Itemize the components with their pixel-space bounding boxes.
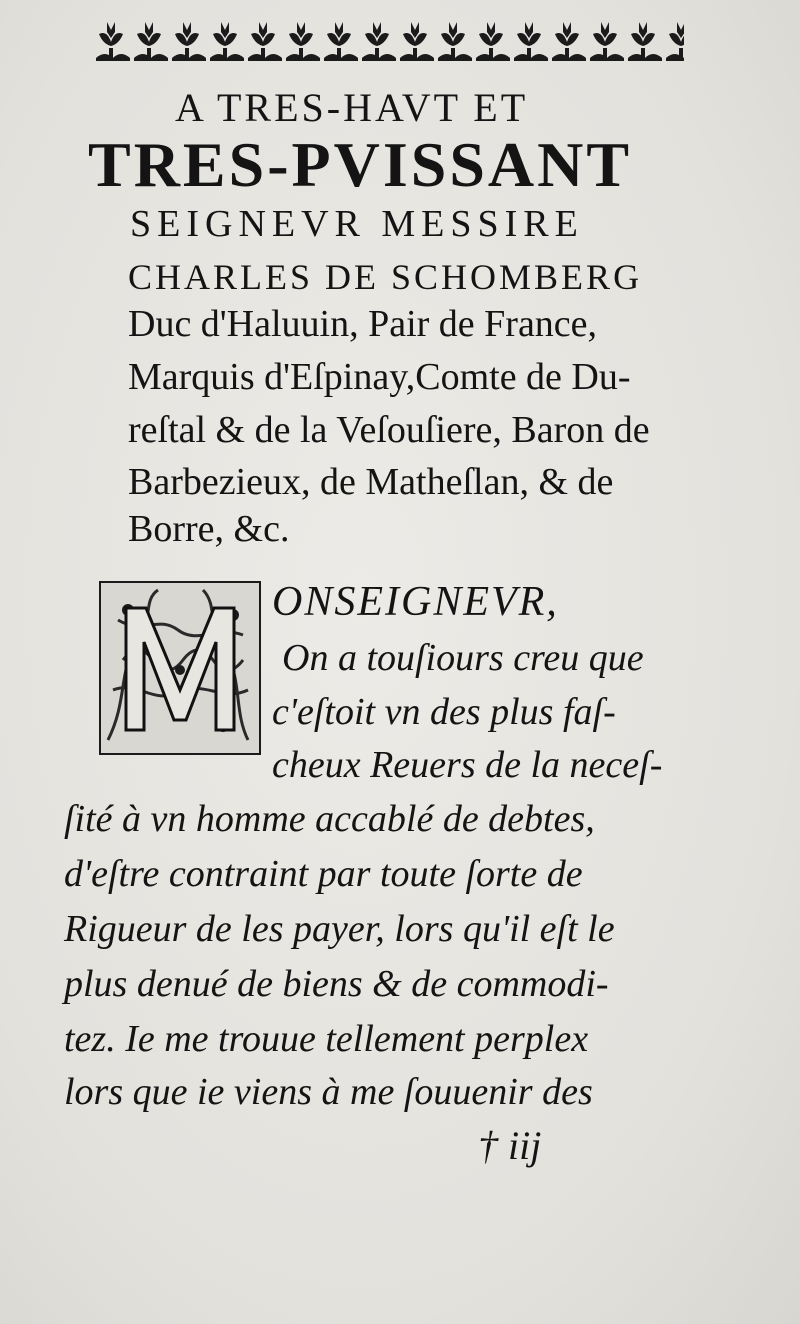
dedication-line: Borre, &c. [128,508,290,550]
fleuron-icon [286,22,320,61]
fleuron-band-icon [88,18,684,64]
fleuron-icon [362,22,396,61]
fleuron-icon [628,22,662,61]
heading-line-2: TRES-PVISSANT [88,129,633,200]
salutation: ONSEIGNEVR, [272,579,559,625]
body-line: cheux Reuers de la neceſ- [272,744,663,786]
dedication-line: Duc d'Haluuin, Pair de France, [128,303,598,345]
dedication-line: reſtal & de la Veſouſiere, Baron de [128,409,650,451]
dedication-line: Marquis d'Eſpinay,Comte de Du- [128,356,631,398]
fleuron-icon [172,22,206,61]
fleuron-icon [210,22,244,61]
fleuron-icon [552,22,586,61]
fleuron-icon [590,22,624,61]
body-line: Rigueur de les payer, lors qu'il eſt le [64,908,615,950]
signature-mark: † iij [478,1123,542,1168]
fleuron-icon [134,22,168,61]
body-line: plus denué de biens & de commodi- [64,963,609,1005]
body-line: d'eſtre contraint par toute ſorte de [64,853,583,895]
fleuron-icon [666,22,684,61]
fleuron-icon [248,22,282,61]
heading-line-3: SEIGNEVR MESSIRE [130,203,584,245]
heading-line-1: A TRES-HAVT ET [175,85,529,130]
body-line: ſité à vn homme accablé de debtes, [64,798,595,840]
body-line: lors que ie viens à me ſouuenir des [64,1071,593,1113]
body-line: On a touſiours creu que [282,637,644,679]
fleuron-icon [476,22,510,61]
body-line: tez. Ie me trouue tellement perplex [64,1018,589,1060]
body-line: c'eſtoit vn des plus faſ- [272,691,616,733]
decorated-initial-m-icon [98,580,262,756]
heading-line-4: CHARLES DE SCHOMBERG [128,257,643,297]
fleuron-icon [438,22,472,61]
fleuron-icon [324,22,358,61]
dedication-line: Barbezieux, de Matheſlan, & de [128,461,614,503]
fleuron-icon [96,22,130,61]
fleuron-icon [400,22,434,61]
fleuron-icon [514,22,548,61]
